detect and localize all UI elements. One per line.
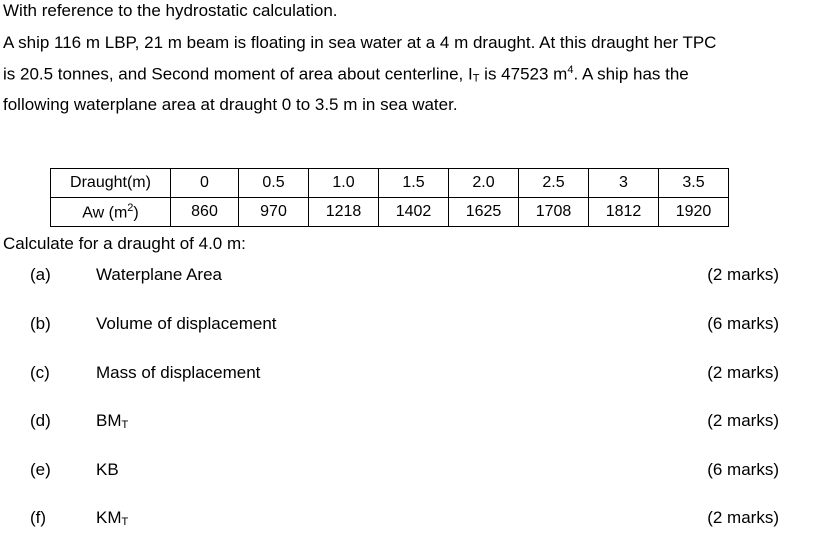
question-text xyxy=(96,411,128,431)
question-marks: (6 marks) xyxy=(707,314,779,333)
question-f xyxy=(0,508,823,532)
draught-row xyxy=(51,169,729,198)
question-marks: (2 marks) xyxy=(707,265,779,284)
question-d xyxy=(0,411,823,435)
area-header-close: ) xyxy=(133,204,139,222)
area-cell: 860 xyxy=(171,198,239,227)
area-cell: 1920 xyxy=(659,198,729,227)
draught-header-cell: Draught(m) xyxy=(51,169,171,198)
question-text-main: KM xyxy=(96,508,122,527)
area-header-cell xyxy=(51,198,171,227)
area-cell: 1708 xyxy=(519,198,589,227)
area-cell: 1812 xyxy=(589,198,659,227)
draught-cell: 3.5 xyxy=(659,169,729,198)
draught-cell: 2.5 xyxy=(519,169,589,198)
question-text: Volume of displacement xyxy=(96,314,277,333)
draught-cell: 0.5 xyxy=(239,169,309,198)
question-e xyxy=(0,460,823,484)
question-label: (e) xyxy=(30,460,51,479)
intro-line-4: following waterplane area at draught 0 to 3.5 m in sea water. xyxy=(3,95,458,114)
intro-line-3-subscript: T xyxy=(472,72,480,85)
question-text xyxy=(96,508,128,528)
question-text-subscript: T xyxy=(121,419,129,431)
area-cell: 1625 xyxy=(449,198,519,227)
question-label: (c) xyxy=(30,363,50,382)
intro-line-3-text-3: . A ship has the xyxy=(573,64,689,84)
question-b xyxy=(0,314,823,338)
intro-line-3-text-2: is 47523 m xyxy=(479,64,568,84)
draught-cell: 1.0 xyxy=(309,169,379,198)
draught-cell: 3 xyxy=(589,169,659,198)
question-marks: (6 marks) xyxy=(707,460,779,479)
waterplane-area-table xyxy=(50,168,729,227)
question-a xyxy=(0,265,823,289)
draught-cell: 0 xyxy=(171,169,239,198)
question-marks: (2 marks) xyxy=(707,411,779,430)
draught-cell: 2.0 xyxy=(449,169,519,198)
area-header-text: Aw (m xyxy=(82,204,128,222)
question-marks: (2 marks) xyxy=(707,363,779,382)
question-label: (a) xyxy=(30,265,51,284)
intro-line-3-text-1: is 20.5 tonnes, and Second moment of area about centerline, I xyxy=(3,64,473,84)
question-label: (b) xyxy=(30,314,51,333)
question-label: (f) xyxy=(30,508,47,527)
question-text-main: BM xyxy=(96,411,122,430)
intro-line-1: With reference to the hydrostatic calculation. xyxy=(3,1,338,20)
intro-line-3 xyxy=(3,64,689,85)
area-cell: 1218 xyxy=(309,198,379,227)
intro-line-3-superscript: 4 xyxy=(567,64,574,76)
question-text: KB xyxy=(96,460,119,479)
question-c xyxy=(0,363,823,387)
calculation-instruction: Calculate for a draught of 4.0 m: xyxy=(3,234,246,253)
area-cell: 970 xyxy=(239,198,309,227)
area-cell: 1402 xyxy=(379,198,449,227)
area-row xyxy=(51,198,729,227)
question-text: Waterplane Area xyxy=(96,265,222,284)
question-marks: (2 marks) xyxy=(707,508,779,527)
question-label: (d) xyxy=(30,411,51,430)
question-text: Mass of displacement xyxy=(96,363,261,382)
draught-cell: 1.5 xyxy=(379,169,449,198)
question-text-subscript: T xyxy=(121,516,129,528)
intro-line-2: A ship 116 m LBP, 21 m beam is floating in sea water at a 4 m draught. At this draught her TPC xyxy=(3,33,717,52)
area-header-superscript: 2 xyxy=(127,201,134,214)
